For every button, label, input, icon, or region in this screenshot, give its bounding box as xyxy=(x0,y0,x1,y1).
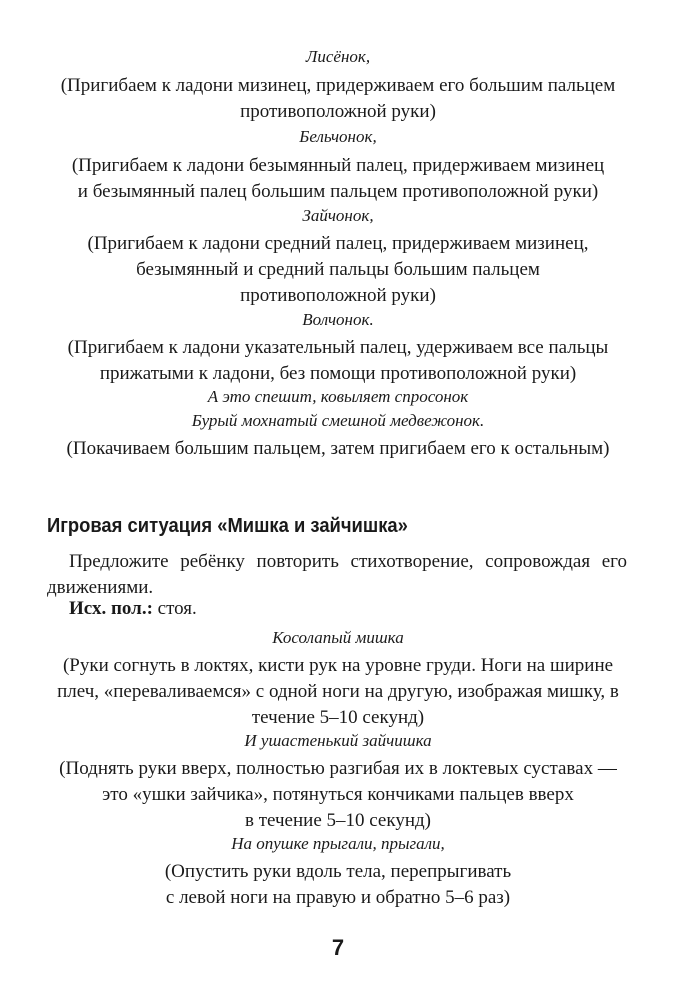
verse-line: Бельчонок, xyxy=(299,127,377,146)
instruction-line: прижатыми к ладони, без помощи противоположной руки) xyxy=(99,363,577,384)
instruction-line: (Пригибаем к ладони мизинец, придерживаем его большим пальцем xyxy=(60,75,616,96)
instruction-line: (Покачиваем большим пальцем, затем пригибаем его к остальным) xyxy=(66,438,610,459)
instruction-line: противоположной руки) xyxy=(240,285,436,306)
verse-line: Косолапый мишка xyxy=(272,628,404,647)
instruction-line: (Поднять руки вверх, полностью разгибая их в локтевых суставах — xyxy=(59,758,617,779)
verse-line: На опушке прыгали, прыгали, xyxy=(231,834,445,853)
instruction-line: (Опустить руки вдоль тела, перепрыгивать xyxy=(164,861,512,882)
verse-line: Бурый мохнатый смешной медвежонок. xyxy=(191,411,485,430)
starting-position xyxy=(69,596,197,622)
instruction-line: это «ушки зайчика», потянуться кончиками пальцев вверх xyxy=(102,784,574,805)
section-heading: Игровая ситуация «Мишка и зайчишка» xyxy=(47,515,408,537)
instruction-line: с левой ноги на правую и обратно 5–6 раз) xyxy=(165,887,511,908)
intro-paragraph xyxy=(47,549,627,601)
instruction-line: в течение 5–10 секунд) xyxy=(245,810,431,831)
verse-line: Лисёнок, xyxy=(305,47,371,66)
instruction-line: течение 5–10 секунд) xyxy=(251,707,425,728)
instruction-line: противоположной руки) xyxy=(240,101,436,122)
instruction-line: (Пригибаем к ладони указательный палец, удерживаем все пальцы xyxy=(67,337,609,358)
paragraph-line: движениями. xyxy=(47,577,154,598)
instruction-line: (Пригибаем к ладони безымянный палец, придерживаем мизинец xyxy=(71,155,605,176)
instruction-line: плеч, «переваливаемся» с одной ноги на другую, изображая мишку, в xyxy=(57,681,619,702)
verse-line: Зайчонок, xyxy=(302,206,374,225)
instruction-line: и безымянный палец большим пальцем противоположной руки) xyxy=(77,181,599,202)
verse-line: И ушастенький зайчишка xyxy=(244,731,432,750)
starting-position-value: стоя. xyxy=(152,598,197,619)
paragraph-line: Предложите ребёнку повторить стихотворение, сопровождая его xyxy=(69,551,627,572)
verse-line: Волчонок. xyxy=(302,310,374,329)
instruction-line: безымянный и средний пальцы большим пальцем xyxy=(136,259,540,280)
instruction-line: (Руки согнуть в локтях, кисти рук на уровне груди. Ноги на ширине xyxy=(62,655,614,676)
page-number: 7 xyxy=(331,935,345,960)
instruction-line: (Пригибаем к ладони средний палец, придерживаем мизинец, xyxy=(87,233,589,254)
verse-line: А это спешит, ковыляет спросонок xyxy=(207,387,469,406)
starting-position-label: Исх. пол.: xyxy=(69,598,153,619)
